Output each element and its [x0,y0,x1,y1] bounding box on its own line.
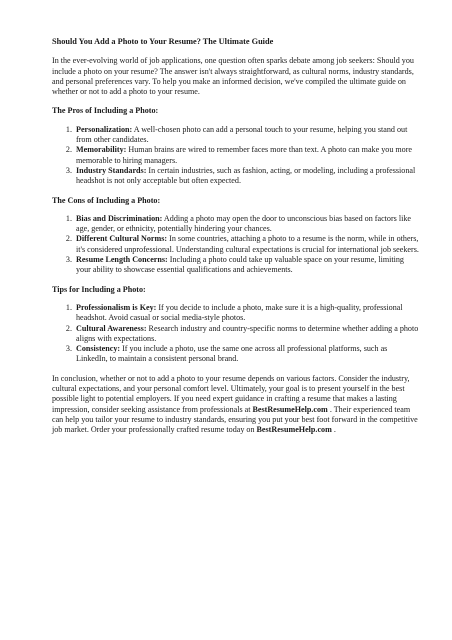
item-text: Including a photo could take up valuable space on your resume, limiting your ability to showcase essential qualifications and achievements. [76,255,404,275]
item-label: Resume Length Concerns: [76,255,168,265]
list-item [74,255,420,276]
section-heading-pros: The Pros of Including a Photo: [52,106,159,116]
list-item [74,145,420,166]
list-item [74,324,420,345]
brand-link[interactable]: BestResumeHelp.com [256,425,332,435]
list-item [74,303,420,324]
conclusion-text: . [331,425,336,435]
list-item [74,234,420,255]
item-text: A well-chosen photo can add a personal touch to your resume, helping you stand out from other candidates. [76,124,408,145]
item-text: If you include a photo, use the same one across all professional platforms, such as LinkedIn, to maintain a consistent personal brand. [76,344,388,364]
item-label: Personalization: [76,124,133,134]
brand-link[interactable]: BestResumeHelp.com [252,404,328,414]
section-heading-tips: Tips for Including a Photo: [52,284,146,294]
list-item [74,125,420,146]
section-heading-cons: The Cons of Including a Photo: [52,195,161,205]
item-text: Human brains are wired to remember faces more than text. A photo can make you more memorable to hiring managers. [76,145,413,165]
item-text: If you decide to include a photo, make sure it is a high-quality, professional headshot. Avoid casual or social media-style photos. [76,302,403,323]
pros-list [52,125,420,187]
cons-list [52,214,420,276]
list-item [74,214,420,235]
item-label: Professionalism is Key: [76,302,157,312]
item-label: Bias and Discrimination: [76,213,163,223]
item-label: Cultural Awareness: [76,323,147,333]
item-label: Industry Standards: [76,165,147,175]
item-text: In some countries, attaching a photo to a resume is the norm, while in others, it's considered unprofessional. Understanding cultural expectations is crucial for international job seekers. [76,234,419,254]
conclusion-text: In conclusion, whether or not to add a photo to your resume depends on various factors. Consider the industry, cultural expectations, and your personal comfort level. Ultimately, your goal is to present yourself in the best possible light to potential employers. If you need expert guidance in crafting a resume that makes a lasting impression, consider seeking assistance from professionals at [52,373,410,414]
item-text: Adding a photo may open the door to unconscious bias based on factors like age, gender, or ethnicity, potentially hindering your chances. [76,213,411,234]
item-label: Different Cultural Norms: [76,234,168,244]
conclusion-text: . Their experienced team can help you tailor your resume to industry standards, ensuring you put your best foot forward in the competitive job market. Order your professionally crafted resume today on [52,404,418,435]
tips-list [52,303,420,365]
document-page [52,37,420,445]
intro-paragraph: In the ever-evolving world of job applications, one question often sparks debate among job seekers: Should you include a photo on your resume? The answer isn't always straightforward, as cultural norms, industry standards, and personal preferences vary. To help you make an informed decision, we've compiled the ultimate guide on whether or not to add a photo to your resume. [52,56,414,97]
list-item [74,166,420,187]
conclusion-paragraph [52,374,420,436]
item-label: Memorability: [76,145,127,155]
document-title: Should You Add a Photo to Your Resume? The Ultimate Guide [52,37,274,46]
item-label: Consistency: [76,344,121,354]
item-text: Research industry and country-specific norms to determine whether adding a photo aligns with expectations. [76,323,419,343]
list-item [74,344,420,365]
item-text: In certain industries, such as fashion, acting, or modeling, including a professional headshot is not only acceptable but often expected. [76,165,416,186]
